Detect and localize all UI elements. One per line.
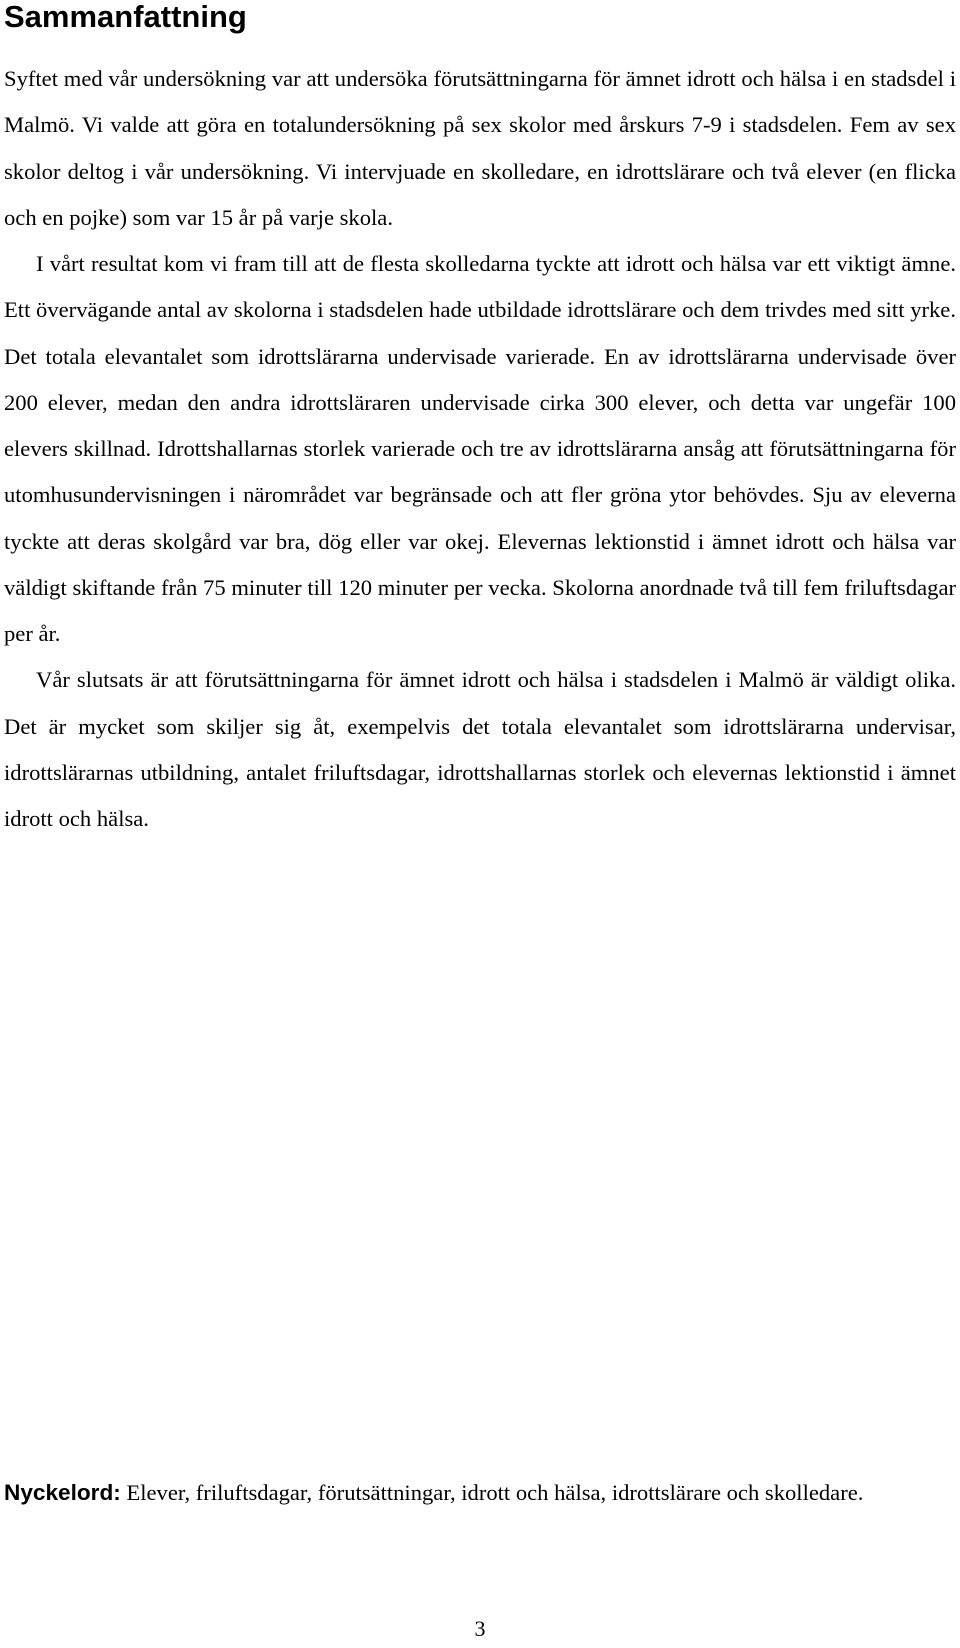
paragraph-conclusion: Vår slutsats är att förutsättningarna för ämnet idrott och hälsa i stadsdelen i Malmö är väldigt olika. Det är mycket som skiljer sig åt, exempelvis det totala elevantalet som idrottslärarna undervisar, idrottslärarnas utbildning, antalet friluftsdagar, idrottshallarnas storlek och elevernas lektionstid i ämnet idrott och hälsa.	[4, 667, 956, 831]
paragraph-results: I vårt resultat kom vi fram till att de flesta skolledarna tyckte att idrott och hälsa var ett viktigt ämne. Ett övervägande antal av skolorna i stadsdelen hade utbildade idrottslärare och dem trivdes med sitt yrke. Det totala elevantalet som idrottslärarna undervisade varierade. En av idrottslärarna undervisade över 200 elever, medan den andra idrottsläraren undervisade cirka 300 elever, och detta var ungefär 100 elevers skillnad. Idrottshallarnas storlek varierade och tre av idrottslärarna ansåg att förutsättningarna för utomhusundervisningen i närområdet var begränsade och att fler gröna ytor behövdes. Sju av eleverna tyckte att deras skolgård var bra, dög eller var okej. Elevernas lektionstid i ämnet idrott och hälsa var väldigt skiftande från 75 minuter till 120 minuter per vecka. Skolorna anordnade två till fem friluftsdagar per år.	[4, 251, 956, 646]
keywords-label: Nyckelord:	[4, 1480, 121, 1505]
keywords	[4, 1470, 956, 1516]
keywords-list: Elever, friluftsdagar, förutsättningar, idrott och hälsa, idrottslärare och skolledare.	[126, 1480, 864, 1505]
summary-body	[4, 56, 956, 842]
paragraph-purpose: Syftet med vår undersökning var att undersöka förutsättningarna för ämnet idrott och hälsa i en stadsdel i Malmö. Vi valde att göra en totalundersökning på sex skolor med årskurs 7-9 i stadsdelen. Fem av sex skolor deltog i vår undersökning. Vi intervjuade en skolledare, en idrottslärare och två elever (en flicka och en pojke) som var 15 år på varje skola.	[4, 66, 956, 230]
section-heading: Sammanfattning	[4, 0, 247, 34]
page-number: 3	[474, 1616, 486, 1641]
